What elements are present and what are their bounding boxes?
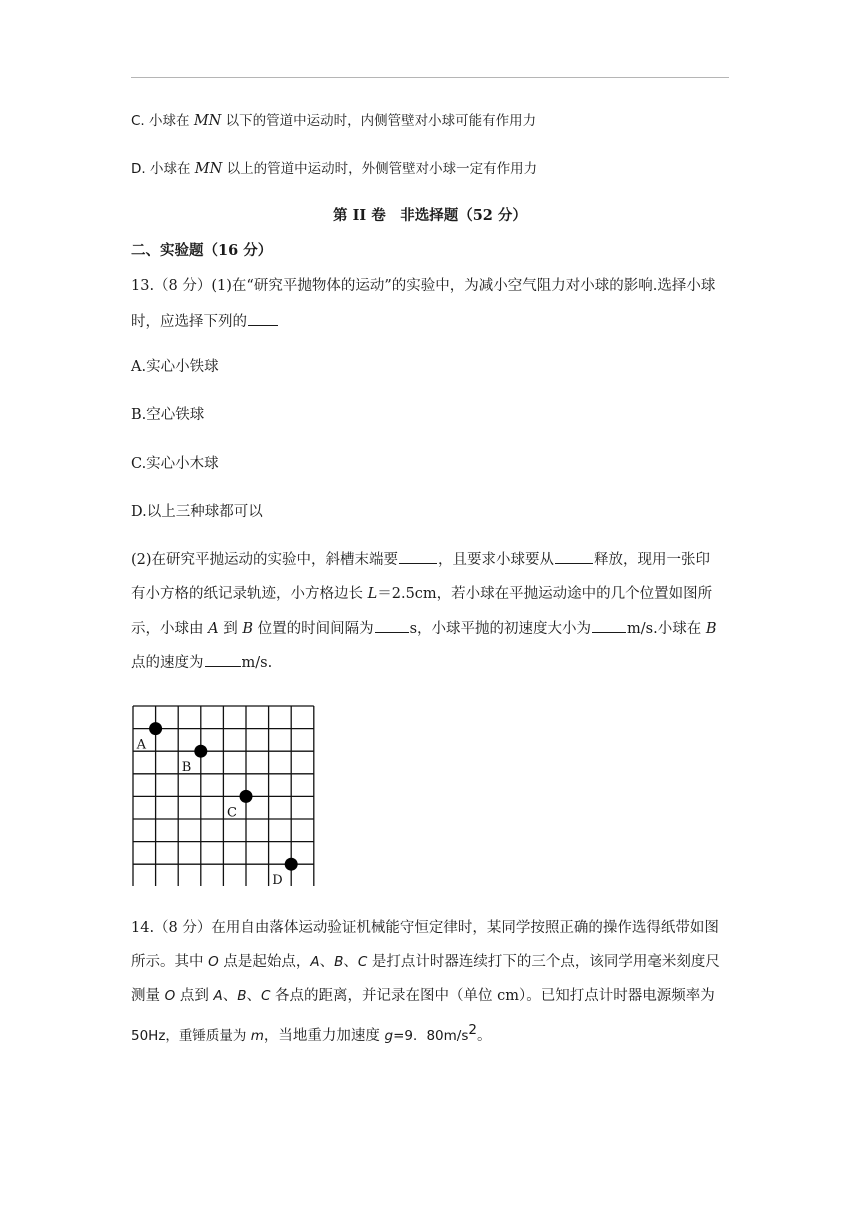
var-b: B bbox=[705, 621, 717, 637]
q13-line2 bbox=[131, 311, 279, 332]
text: 测量 bbox=[131, 988, 165, 1004]
option-d bbox=[131, 159, 537, 179]
var-a: A bbox=[208, 621, 219, 637]
section-subheading: 二、实验题（16 分） bbox=[131, 242, 273, 259]
text: 点的速度为 bbox=[131, 655, 204, 671]
answer-blank bbox=[375, 618, 409, 633]
var-b: B bbox=[334, 954, 344, 970]
option-c-text: 以下的管道中运动时，内侧管壁对小球可能有作用力 bbox=[221, 113, 537, 129]
trajectory-grid-figure bbox=[131, 704, 317, 886]
var-o: O bbox=[164, 988, 176, 1004]
q13-part2-line4 bbox=[131, 652, 272, 673]
answer-blank bbox=[248, 311, 278, 326]
q13-option-b: B.空心铁球 bbox=[131, 407, 205, 423]
var-c: C bbox=[357, 954, 368, 970]
text: 有小方格的纸记录轨迹，小方格边长 bbox=[131, 586, 368, 602]
var-mn: MN bbox=[193, 113, 222, 129]
answer-blank bbox=[399, 549, 437, 564]
text: 到 bbox=[218, 621, 243, 637]
var-mn: MN bbox=[194, 161, 223, 177]
var-a: A bbox=[213, 988, 223, 1004]
var-b: B bbox=[242, 621, 253, 637]
superscript: 2 bbox=[468, 1022, 477, 1038]
option-d-text: 以上的管道中运动时，外侧管壁对小球一定有作用力 bbox=[222, 161, 538, 177]
text: 位置的时间间隔为 bbox=[252, 621, 374, 637]
point-a bbox=[149, 722, 162, 735]
header-rule bbox=[131, 77, 729, 78]
text: =9．80m/s bbox=[393, 1027, 469, 1044]
var-l: L bbox=[367, 586, 378, 602]
option-c-prefix: C. 小球在 bbox=[131, 113, 194, 129]
option-d-prefix: D. 小球在 bbox=[131, 161, 195, 177]
text: 、 bbox=[343, 954, 358, 970]
point-label-c: C bbox=[227, 805, 237, 821]
text: 各点的距离，并记录在图中（单位 cm）。已知打点计时器电源频率为 bbox=[270, 988, 715, 1004]
var-c: C bbox=[260, 988, 271, 1004]
point-b bbox=[194, 745, 207, 758]
text: s，小球平抛的初速度大小为 bbox=[409, 621, 592, 637]
text: 、 bbox=[246, 988, 261, 1004]
text: (2)在研究平抛运动的实验中，斜槽末端要 bbox=[131, 552, 399, 568]
option-c bbox=[131, 111, 536, 131]
var-b: B bbox=[237, 988, 247, 1004]
text: 点是起始点， bbox=[218, 954, 311, 970]
text: 点到 bbox=[175, 988, 214, 1004]
text: 、 bbox=[319, 954, 335, 970]
text: 所示。其中 bbox=[131, 954, 209, 970]
text: ，且要求小球要从 bbox=[438, 552, 555, 568]
section-title: 第 II 卷 非选择题（52 分） bbox=[333, 207, 527, 224]
point-c bbox=[240, 790, 253, 803]
var-o: O bbox=[208, 954, 219, 970]
var-g: g bbox=[384, 1027, 394, 1044]
text: 50Hz，重锤质量为 bbox=[131, 1027, 251, 1044]
point-label-d: D bbox=[272, 873, 283, 886]
answer-blank bbox=[592, 618, 626, 633]
answer-blank bbox=[555, 549, 593, 564]
text: ，当地重力加速度 bbox=[263, 1027, 385, 1044]
text: 是打点计时器连续打下的三个点，该同学用毫米刻度尺 bbox=[367, 954, 720, 970]
q14-line2 bbox=[131, 952, 720, 972]
text: m/s. bbox=[241, 655, 273, 671]
answer-blank bbox=[205, 652, 241, 667]
point-label-a: A bbox=[136, 737, 146, 753]
text: 示，小球由 bbox=[131, 621, 209, 637]
q13-part2-line2 bbox=[131, 584, 712, 604]
q13-option-c: C.实心小木球 bbox=[131, 456, 219, 472]
q13-option-a: A.实心小铁球 bbox=[131, 359, 219, 375]
point-d bbox=[285, 858, 298, 871]
q14-line3 bbox=[131, 986, 715, 1006]
q13-part2-line3 bbox=[131, 618, 716, 639]
q13-line1: 13.（8 分）(1)在“研究平抛物体的运动”的实验中，为减小空气阻力对小球的影响.选择小球 bbox=[131, 278, 716, 294]
text: 、 bbox=[222, 988, 238, 1004]
var-a: A bbox=[310, 954, 320, 970]
q13-part2-line1 bbox=[131, 549, 710, 570]
q14-line4 bbox=[131, 1020, 491, 1046]
q13-line2-text: 时，应选择下列的 bbox=[131, 314, 247, 330]
q13-option-d: D.以上三种球都可以 bbox=[131, 504, 263, 520]
text: m/s.小球在 bbox=[627, 621, 706, 637]
point-label-b: B bbox=[181, 760, 192, 776]
text: 。 bbox=[476, 1027, 492, 1044]
text: 释放，现用一张印 bbox=[594, 552, 711, 568]
text: ＝2.5cm，若小球在平抛运动途中的几个位置如图所 bbox=[377, 586, 713, 602]
q14-line1: 14.（8 分）在用自由落体运动验证机械能守恒定律时，某同学按照正确的操作选得纸带如图 bbox=[131, 920, 719, 936]
var-m: m bbox=[250, 1027, 264, 1044]
